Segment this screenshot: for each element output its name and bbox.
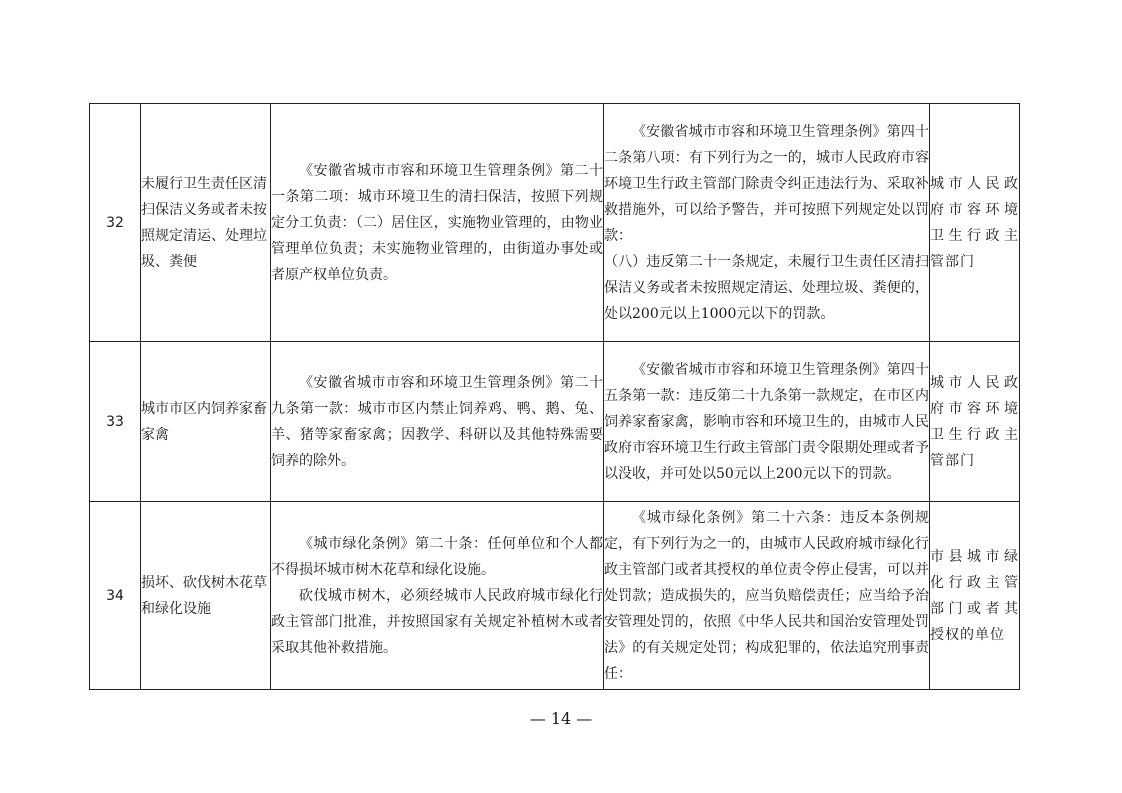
violation-description: 城市市区内饲养家畜家禽 [141, 342, 271, 502]
page-number: — 14 — [529, 709, 593, 728]
legal-basis-paragraph: 砍伐城市树木，必须经城市人民政府城市绿化行政主管部门批准，并按照国家有关规定补植树木或者采取其他补救措施。 [271, 587, 603, 656]
legal-basis [271, 104, 604, 342]
table-row [90, 342, 1020, 502]
enforcement-department: 城市人民政府市容环境卫生行政主管部门 [930, 104, 1020, 342]
violation-description: 未履行卫生责任区清扫保洁义务或者未按照规定清运、处理垃圾、粪便 [141, 104, 271, 342]
table-row [90, 104, 1020, 342]
legal-basis [271, 342, 604, 502]
penalty-table [89, 103, 1020, 690]
penalty-paragraph: （八）违反第二十一条规定，未履行卫生责任区清扫保洁义务或者未按照规定清运、处理垃圾、粪便的，处以200元以上1000元以下的罚款。 [604, 253, 929, 322]
legal-basis-paragraph: 《安徽省城市市容和环境卫生管理条例》第二十九条第一款：城市市区内禁止饲养鸡、鸭、鹅、兔、羊、猪等家畜家禽；因教学、科研以及其他特殊需要饲养的除外。 [271, 374, 603, 469]
table-row [90, 502, 1020, 690]
penalty-paragraph: 《安徽省城市市容和环境卫生管理条例》第四十二条第八项：有下列行为之一的，城市人民政府市容环境卫生行政主管部门除责令纠正违法行为、采取补救措施外，可以给予警告，并可按照下列规定处以罚款： [604, 123, 929, 244]
enforcement-department: 城市人民政府市容环境卫生行政主管部门 [930, 342, 1020, 502]
enforcement-department: 市县城市绿化行政主管部门或者其授权的单位 [930, 502, 1020, 690]
legal-basis-paragraph: 《安徽省城市市容和环境卫生管理条例》第二十一条第二项：城市环境卫生的清扫保洁，按照下列规定分工负责：（二）居住区，实施物业管理的，由物业管理单位负责；未实施物业管理的，由街道办事处或者原产权单位负责。 [271, 162, 603, 283]
penalty-paragraph: 《城市绿化条例》第二十六条：违反本条例规定，有下列行为之一的，由城市人民政府城市绿化行政主管部门或者其授权的单位责令停止侵害，可以并处罚款；造成损失的，应当负赔偿责任；应当给予治安管理处罚的，依照《中华人民共和国治安管理处罚法》的有关规定处罚；构成犯罪的，依法追究刑事责任： [604, 509, 929, 682]
penalty-basis [604, 342, 930, 502]
row-number: 34 [90, 502, 141, 690]
violation-description: 损坏、砍伐树木花草和绿化设施 [141, 502, 271, 690]
penalty-basis [604, 104, 930, 342]
row-number: 32 [90, 104, 141, 342]
legal-basis [271, 502, 604, 690]
row-number: 33 [90, 342, 141, 502]
penalty-paragraph: 《安徽省城市市容和环境卫生管理条例》第四十五条第一款：违反第二十九条第一款规定，在市区内饲养家畜家禽，影响市容和环境卫生的，由城市人民政府市容环境卫生行政主管部门责令限期处理或者予以没收，并可处以50元以上200元以下的罚款。 [604, 361, 929, 482]
penalty-basis [604, 502, 930, 690]
legal-basis-paragraph: 《城市绿化条例》第二十条：任何单位和个人都不得损坏城市树木花草和绿化设施。 [271, 535, 603, 578]
